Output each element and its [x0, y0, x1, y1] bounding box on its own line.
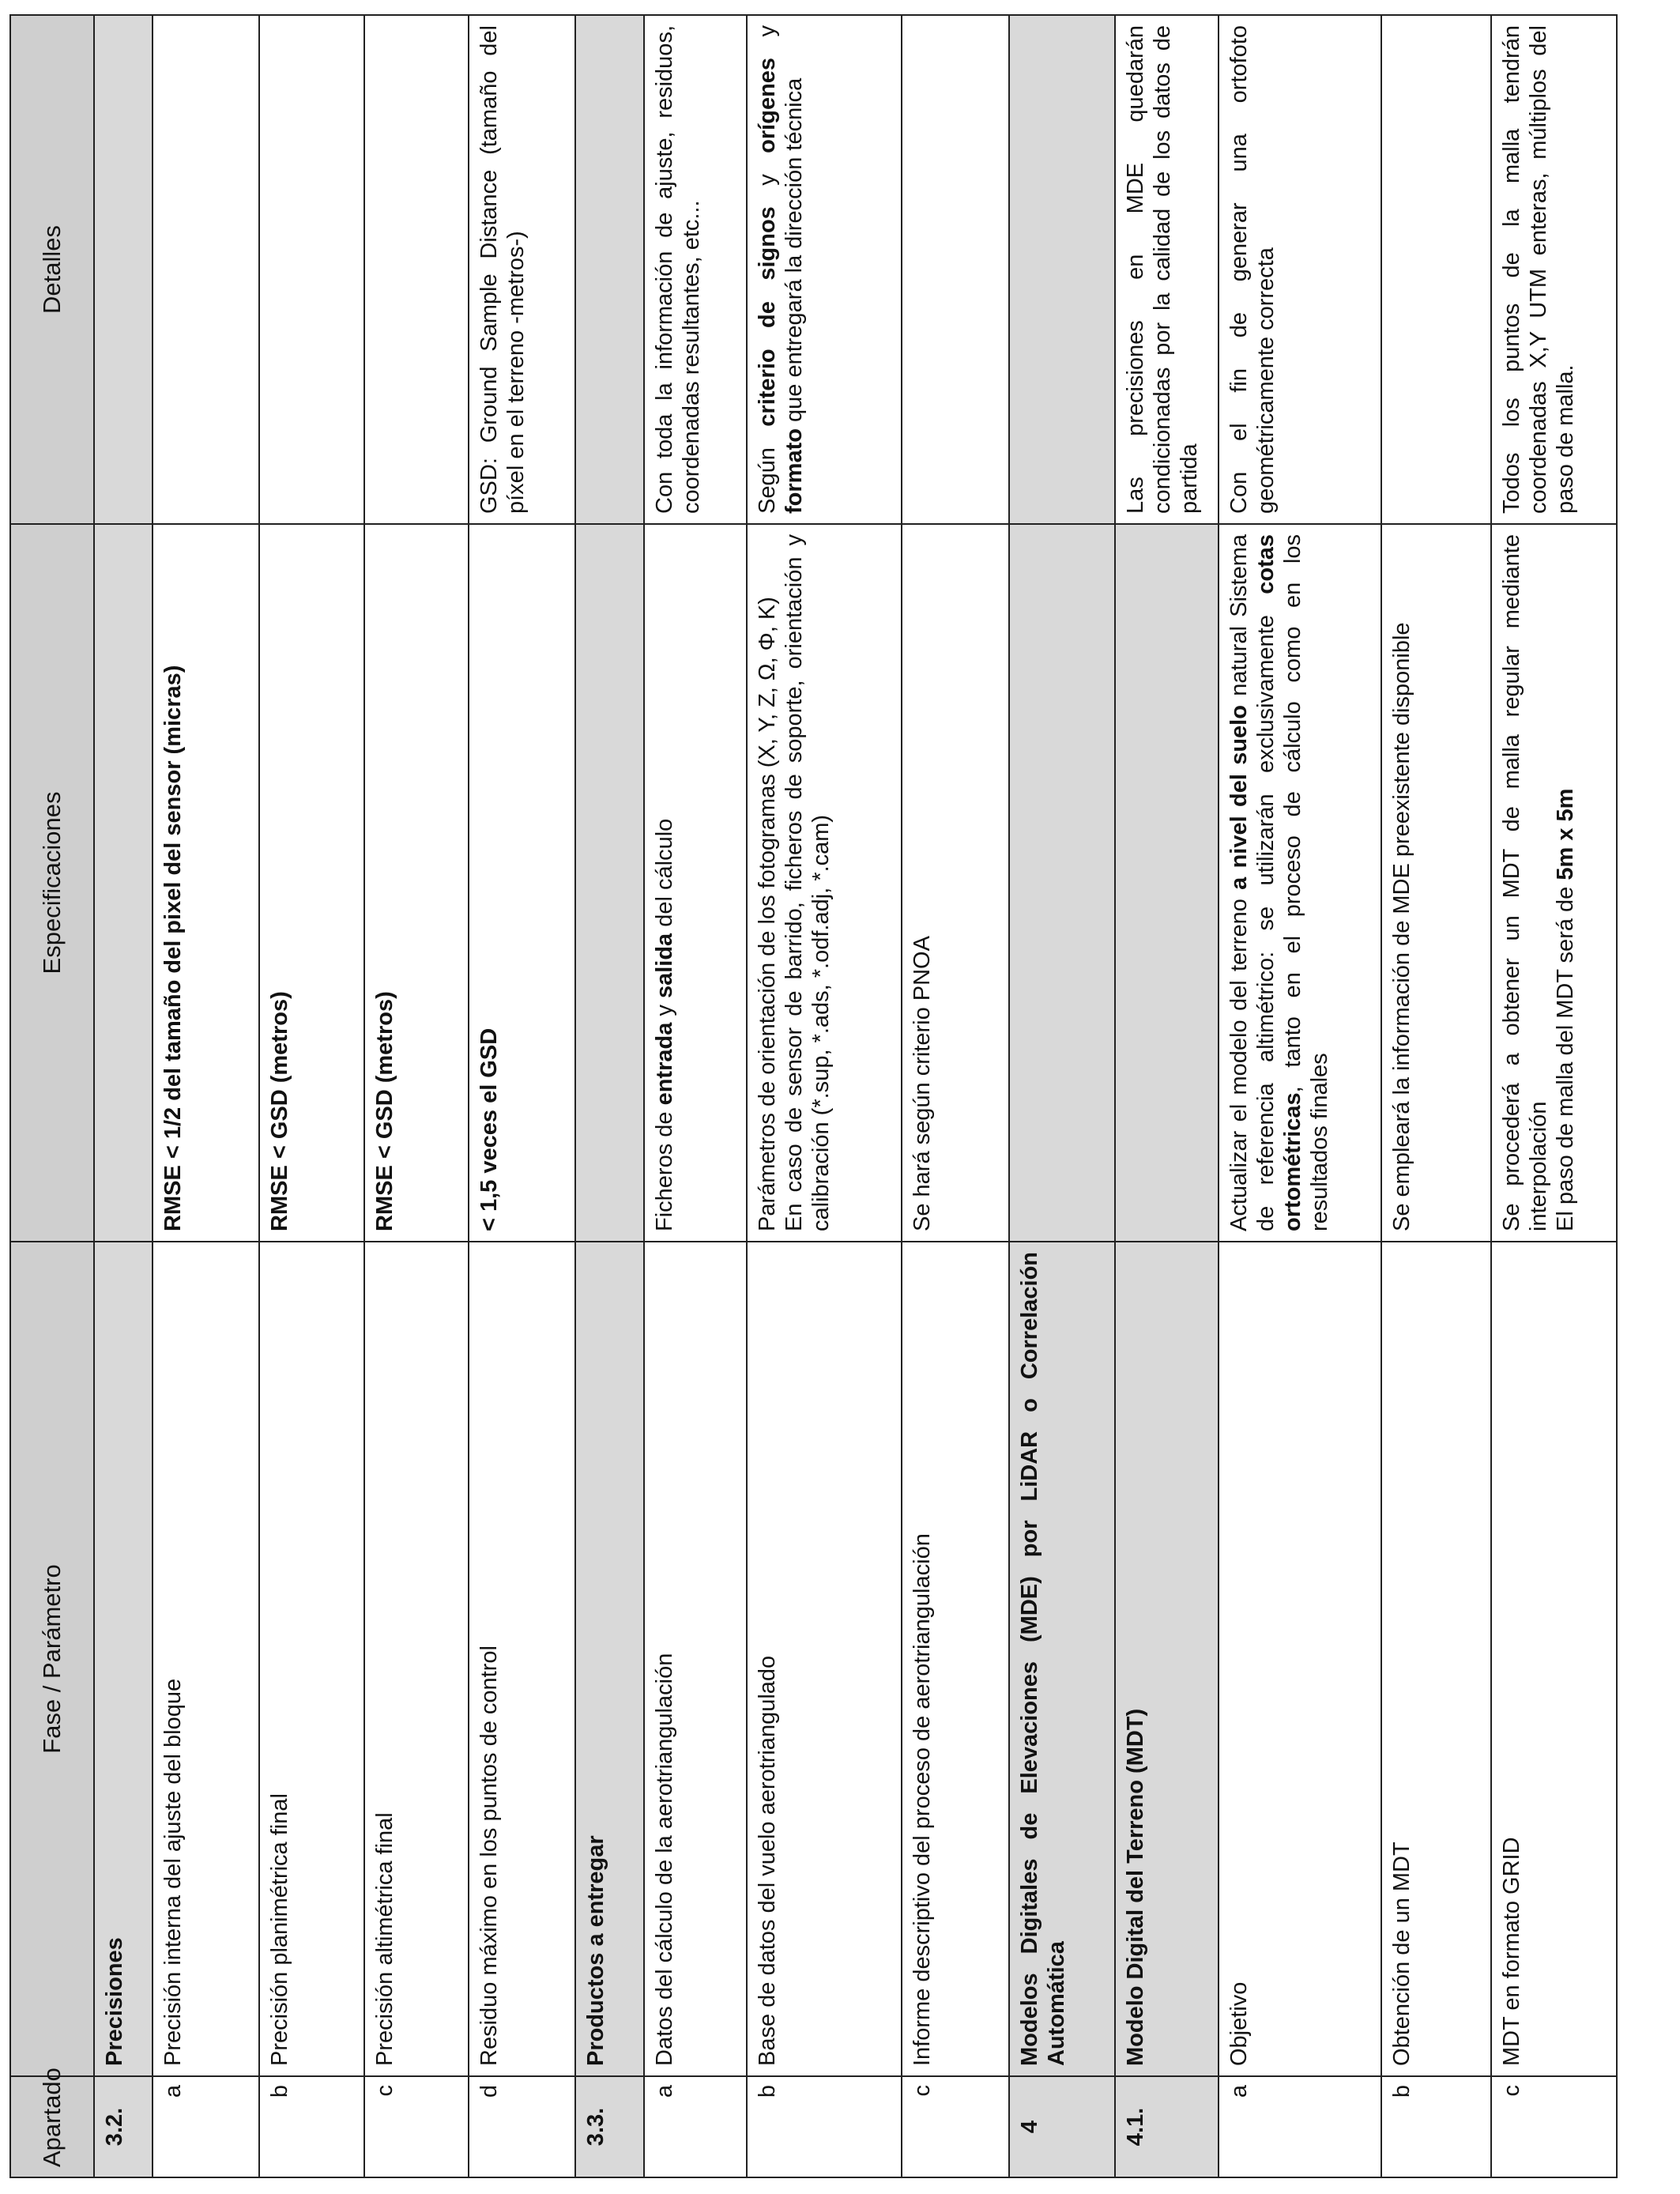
details-cell: Las precisiones en MDE quedarán condicionadas por la calidad de los datos de partida: [1115, 15, 1218, 524]
header-fase: Fase / Parámetro: [10, 1242, 94, 2076]
header-apartado: Apartado: [10, 2076, 94, 2177]
parameter-cell: Obtención de un MDT: [1381, 1242, 1491, 2076]
table-row: [469, 15, 575, 2177]
row-letter: b: [259, 2076, 364, 2177]
section-row-4: [1009, 15, 1116, 2177]
row-letter: b: [1381, 2076, 1491, 2177]
row-letter: a: [153, 2076, 259, 2177]
section-number: 3.2.: [94, 2076, 153, 2177]
details-cell: GSD: Ground Sample Distance (tamaño del píxel en el terreno -metros-): [469, 15, 575, 524]
details-cell: Según criterio de signos y orígenes y formato que entregará la dirección técnica: [747, 15, 902, 524]
details-cell: [1381, 15, 1491, 524]
specification-cell: Actualizar el modelo del terreno a nivel del suelo natural Sistema de referencia altimétrico: se utilizarán exclusivamente cotas ortométricas, tanto en el proceso de cálculo como en los resultados finales: [1219, 524, 1381, 1242]
specification-cell: Ficheros de entrada y salida del cálculo: [644, 524, 747, 1242]
specification-cell: RMSE < 1/2 del tamaño del pixel del sensor (micras): [153, 524, 259, 1242]
header-row: [10, 15, 94, 2177]
details-cell: [259, 15, 364, 524]
table-row: [902, 15, 1009, 2177]
section-number: 3.3.: [575, 2076, 644, 2177]
table-row: [1381, 15, 1491, 2177]
table-row: [747, 15, 902, 2177]
details-cell: Con toda la información de ajuste, residuos, coordenadas resultantes, etc...: [644, 15, 747, 524]
section-number: 4: [1009, 2076, 1116, 2177]
details-cell: [364, 15, 469, 524]
section-number: 4.1.: [1115, 2076, 1218, 2177]
table-row: [153, 15, 259, 2177]
specification-cell: Se procederá a obtener un MDT de malla regular mediante interpolación El paso de malla del MDT será de 5m x 5m: [1491, 524, 1617, 1242]
parameter-cell: MDT en formato GRID: [1491, 1242, 1617, 2076]
parameter-cell: Datos del cálculo de la aerotriangulación: [644, 1242, 747, 2076]
row-letter: d: [469, 2076, 575, 2177]
section-row-3-3: [575, 15, 644, 2177]
row-letter: b: [747, 2076, 902, 2177]
details-cell: [153, 15, 259, 524]
row-letter: c: [364, 2076, 469, 2177]
parameter-cell: Precisión interna del ajuste del bloque: [153, 1242, 259, 2076]
section-title: Modelos Digitales de Elevaciones (MDE) por LiDAR o Correlación Automática: [1009, 1242, 1116, 2076]
parameter-cell: Precisión planimétrica final: [259, 1242, 364, 2076]
specification-cell: Parámetros de orientación de los fotogramas (X, Y, Z, Ω, Φ, Κ) En caso de sensor de barrido, ficheros de soporte, orientación y calibración (*.sup, *.ads, *.odf.adj, *.cam): [747, 524, 902, 1242]
details-cell: Con el fin de generar una ortofoto geométricamente correcta: [1219, 15, 1381, 524]
specification-cell: < 1,5 veces el GSD: [469, 524, 575, 1242]
section-title: Productos a entregar: [575, 1242, 644, 2076]
details-cell: Todos los puntos de la malla tendrán coordenadas X,Y UTM enteras, múltiplos del paso de malla.: [1491, 15, 1617, 524]
table-row: [1491, 15, 1617, 2177]
header-especificaciones: Especificaciones: [10, 524, 94, 1242]
specification-cell: RMSE < GSD (metros): [364, 524, 469, 1242]
parameter-cell: Precisión altimétrica final: [364, 1242, 469, 2076]
row-letter: c: [902, 2076, 1009, 2177]
specification-cell: Se empleará la información de MDE preexistente disponible: [1381, 524, 1491, 1242]
row-letter: c: [1491, 2076, 1617, 2177]
section-row-3-2: [94, 15, 153, 2177]
section-title: Precisiones: [94, 1242, 153, 2076]
section-row-4-1: [1115, 15, 1218, 2177]
table-row: [1219, 15, 1381, 2177]
table-row: [259, 15, 364, 2177]
parameter-cell: Base de datos del vuelo aerotriangulado: [747, 1242, 902, 2076]
section-title: Modelo Digital del Terreno (MDT): [1115, 1242, 1218, 2076]
row-letter: a: [1219, 2076, 1381, 2177]
row-letter: a: [644, 2076, 747, 2177]
specification-cell: RMSE < GSD (metros): [259, 524, 364, 1242]
parameter-cell: Informe descriptivo del proceso de aerotriangulación: [902, 1242, 1009, 2076]
parameter-cell: Objetivo: [1219, 1242, 1381, 2076]
table-row: [644, 15, 747, 2177]
details-cell: [902, 15, 1009, 524]
parameter-cell: Residuo máximo en los puntos de control: [469, 1242, 575, 2076]
table-row: [364, 15, 469, 2177]
specification-cell: Se hará según criterio PNOA: [902, 524, 1009, 1242]
header-detalles: Detalles: [10, 15, 94, 524]
specifications-table: [9, 14, 1618, 2178]
